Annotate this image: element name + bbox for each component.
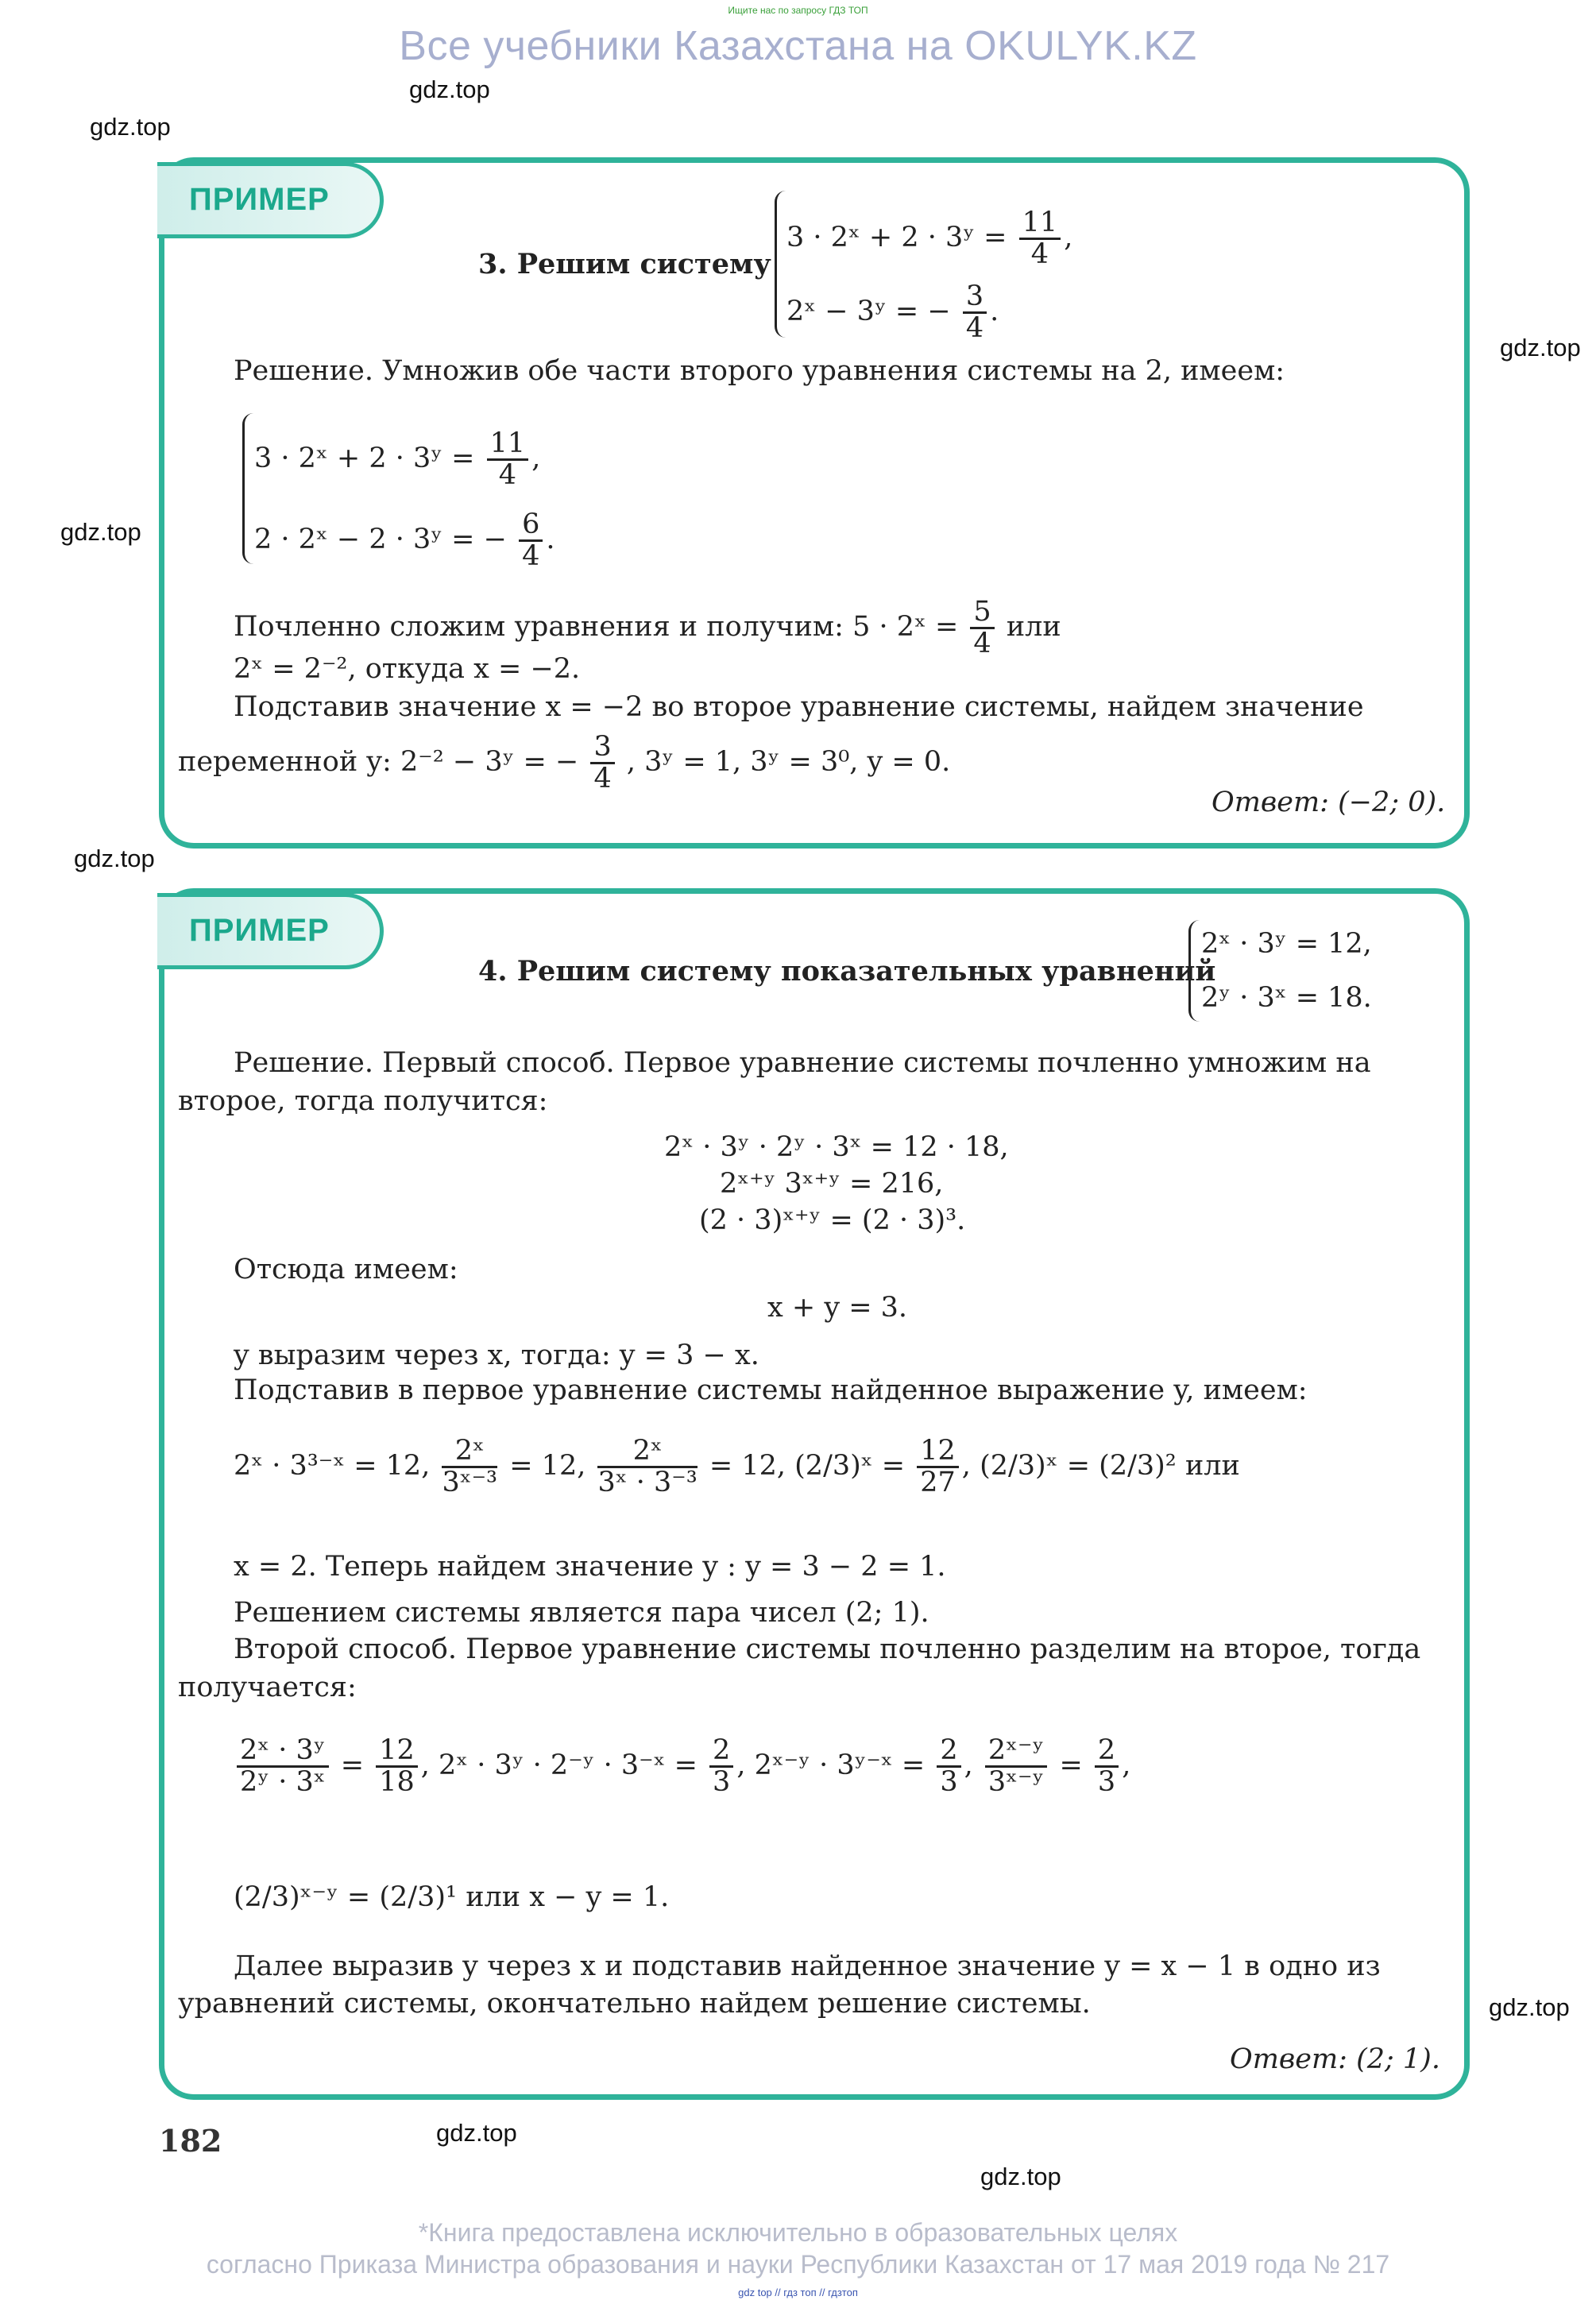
watermark: gdz.top — [1500, 334, 1581, 361]
ex3-answer: Ответ: (−2; 0). — [1211, 787, 1446, 818]
footer-line-2: согласно Приказа Министра образования и науки Республики Казахстан от 17 мая 2019 года № 217 — [206, 2250, 1390, 2279]
watermark: gdz.top — [90, 113, 171, 141]
watermark: gdz.top — [409, 75, 490, 103]
watermark: gdz.top — [1489, 1993, 1570, 2021]
ex4-answer: Ответ: (2; 1). — [1230, 2043, 1440, 2075]
ex3-eq2: 2ˣ − 3ʸ = − $\frac{3}{4}$ . — [786, 280, 999, 344]
ex3-subst-line: Подставив значение x = −2 во второе уравнение системы, найдем значение — [234, 691, 1364, 723]
ex4-x-found: x = 2. Теперь найдем значение y : y = 3 − 2 = 1. — [234, 1551, 946, 1583]
ex4-eq2: 2ʸ · 3ˣ = 18. — [1201, 982, 1372, 1014]
ex3-sys-eq1: 3 · 2ˣ + 2 · 3ʸ = $\frac{11}{4}$ , — [254, 427, 541, 491]
ex4-hence: Отсюда имеем: — [234, 1254, 458, 1285]
ex4-long-line: 2ˣ · 3³⁻ˣ = 12, $\frac{\text{2ˣ}}{\text{3ˣ⁻³}}$ = 12, $\frac{\text{2ˣ}}{\text{3ˣ · 3⁻³}}$ = 12, (2/3)ˣ = $\frac{12}{27}$ , (2/3)ˣ = (2/3)² или — [234, 1435, 1240, 1498]
ex4-calc2: 2ˣ⁺ʸ 3ˣ⁺ʸ = 216, — [720, 1168, 944, 1200]
watermark: gdz.top — [980, 2163, 1061, 2190]
page-number: 182 — [159, 2123, 222, 2159]
watermark: gdz.top — [436, 2119, 517, 2147]
watermark: gdz.top — [60, 518, 141, 546]
ex4-express: y выразим через x, тогда: y = 3 − x. — [234, 1339, 759, 1371]
ex4-division-line: $\frac{\text{2ˣ · 3ʸ}}{\text{2ʸ · 3ˣ}}$ = $\frac{12}{18}$ , 2ˣ · 3ʸ · 2⁻ʸ · 3⁻ˣ = $\frac{2}{3}$ , 2ˣ⁻ʸ · 3ʸ⁻ˣ = $\frac{2}{3}$ , $\frac{\text{2ˣ⁻ʸ}}{\text{3ˣ⁻ʸ}}$ = $\frac{2}{3}$ , — [234, 1736, 1130, 1797]
example-badge: ПРИМЕР — [157, 162, 384, 238]
ex3-add-line: Почленно сложим уравнения и получим: 5 · 2ˣ = $\frac{5}{4}$ или — [234, 596, 1061, 659]
ex4-further2: уравнений системы, окончательно найдем решение системы. — [178, 1988, 1091, 2020]
ex4-second1: Второй способ. Первое уравнение системы почленно разделим на второе, тогда — [234, 1633, 1421, 1665]
watermark: gdz.top — [74, 845, 155, 872]
ex3-eq1: 3 · 2ˣ + 2 · 3ʸ = $\frac{11}{4}$ , — [786, 207, 1073, 270]
ex4-last-line: (2/3)ˣ⁻ʸ = (2/3)¹ или x − y = 1. — [234, 1881, 670, 1913]
ex4-pair: Решением системы является пара чисел (2; 1). — [234, 1597, 929, 1629]
footer-line-1: *Книга предоставлена исключительно в образовательных целях — [418, 2218, 1178, 2247]
ex4-sol1-line1: Решение. Первый способ. Первое уравнение системы почленно умножим на — [234, 1047, 1371, 1079]
example-badge: ПРИМЕР — [157, 893, 384, 969]
site-title[interactable]: Все учебники Казахстана на OKULYK.KZ — [399, 23, 1197, 69]
search-hint: Ищите нас по запросу ГДЗ ТОП — [728, 5, 868, 16]
ex4-calc3: (2 · 3)ˣ⁺ʸ = (2 · 3)³. — [699, 1204, 966, 1236]
ex3-sys-eq2: 2 · 2ˣ − 2 · 3ʸ = − $\frac{6}{4}$ . — [254, 508, 555, 572]
footer-links[interactable]: gdz top // гдз топ // гдзтоп — [738, 2287, 858, 2298]
example-4-intro: 4. Решим систему показательных уравнений — [478, 955, 1216, 988]
ex4-further1: Далее выразив y через x и подставив найденное значение y = x − 1 в одно из — [234, 1950, 1381, 1982]
ex4-subst: Подставив в первое уравнение системы найденное выражение y, имеем: — [234, 1374, 1308, 1406]
ex4-eq1: 2ˣ · 3ʸ = 12, — [1201, 928, 1372, 960]
ex3-var-line: переменной y: 2⁻² − 3ʸ = − $\frac{3}{4}$ , 3ʸ = 1, 3ʸ = 3⁰, y = 0. — [178, 731, 951, 794]
ex4-calc1: 2ˣ · 3ʸ · 2ʸ · 3ˣ = 12 · 18, — [664, 1131, 1009, 1163]
ex4-sol1-line2: второе, тогда получится: — [178, 1085, 548, 1117]
ex3-result: 2ˣ = 2⁻², откуда x = −2. — [234, 653, 581, 685]
system-brace — [1188, 920, 1202, 1022]
example-3-intro: 3. Решим систему — [478, 248, 771, 280]
ex3-solution-line: Решение. Умножив обе части второго уравнения системы на 2, имеем: — [234, 355, 1285, 387]
ex4-second2: получается: — [178, 1672, 357, 1703]
ex4-sum: x + y = 3. — [767, 1292, 908, 1324]
